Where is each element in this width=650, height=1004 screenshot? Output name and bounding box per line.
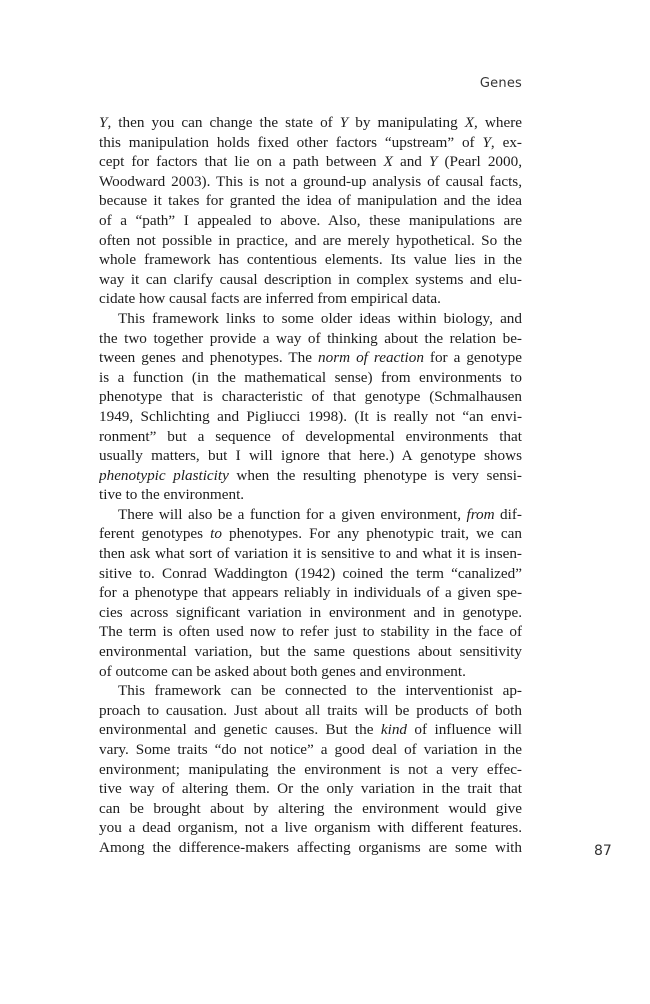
body-text (99, 113, 522, 858)
text-line: of outcome can be asked about both genes and environment. (99, 662, 466, 680)
text-line: ferent genotypes to phenotypes. For any phenotypic trait, we can (99, 525, 522, 543)
text-line: can be brought about by altering the environment would give (99, 799, 522, 817)
text-line: tive to the environment. (99, 486, 245, 504)
text-line: the two together provide a way of thinking about the relation be- (99, 329, 522, 347)
text-line: for a phenotype that appears reliably in individuals of a given spe- (99, 584, 522, 602)
text-line: proach to causation. Just about all traits will be products of both (99, 701, 522, 719)
text-line: There will also be a function for a given environment, from dif- (118, 505, 522, 523)
text-line: phenotypic plasticity when the resulting phenotype is very sensi- (99, 466, 522, 484)
text-line: 1949, Schlichting and Pigliucci 1998). (It is really not “an envi- (99, 407, 522, 425)
text-line: you a dead organism, not a live organism with different features. (99, 819, 522, 837)
text-line: vary. Some traits “do not notice” a good deal of variation in the (99, 741, 522, 758)
text-line: sitive to. Conrad Waddington (1942) coined the term “canalized” (99, 564, 522, 582)
text-line: Y, then you can change the state of Y by manipulating X, where (99, 114, 522, 131)
text-line: Woodward 2003). This is not a ground-up analysis of causal facts, (99, 172, 522, 190)
text-line: often not possible in practice, and are merely hypothetical. So the (99, 231, 522, 249)
text-line: then ask what sort of variation it is sensitive to and what it is insen- (99, 545, 522, 563)
text-line: is a function (in the mathematical sense) from environments to (99, 368, 522, 386)
text-line: tween genes and phenotypes. The norm of reaction for a genotype (99, 349, 522, 367)
text-line: cies across significant variation in environment and in genotype. (99, 603, 522, 621)
text-line: environmental and genetic causes. But the kind of influence will (99, 721, 522, 739)
page-number: 87 (594, 843, 612, 859)
text-line: cidate how causal facts are inferred from empirical data. (99, 290, 441, 308)
text-line: tive way of altering them. Or the only variation in the trait that (99, 780, 522, 798)
text-line: this manipulation holds fixed other factors “upstream” of Y, ex- (99, 133, 522, 151)
text-line: usually matters, but I will ignore that here.) A genotype shows (99, 447, 522, 465)
text-line: environment; manipulating the environment is not a very effec- (99, 760, 522, 778)
text-line: This framework links to some older ideas within biology, and (118, 309, 522, 327)
text-line: because it takes for granted the idea of manipulation and the idea (99, 192, 522, 210)
text-line: of a “path” I appealed to above. Also, these manipulations are (99, 211, 522, 229)
text-line: environmental variation, but the same questions about sensitivity (99, 643, 522, 661)
text-line: This framework can be connected to the interventionist ap- (118, 682, 522, 700)
text-line: The term is often used now to refer just to stability in the face of (99, 623, 522, 641)
text-line: whole framework has contentious elements. Its value lies in the (99, 251, 522, 269)
text-line: way it can clarify causal description in complex systems and elu- (99, 270, 522, 288)
text-line: ronment” but a sequence of developmental environments that (99, 427, 522, 445)
text-line: phenotype that is characteristic of that genotype (Schmalhausen (99, 388, 522, 406)
text-line: Among the difference-makers affecting organisms are some with (99, 838, 522, 856)
running-header: Genes (479, 76, 522, 91)
text-line: cept for factors that lie on a path between X and Y (Pearl 2000, (99, 153, 522, 171)
